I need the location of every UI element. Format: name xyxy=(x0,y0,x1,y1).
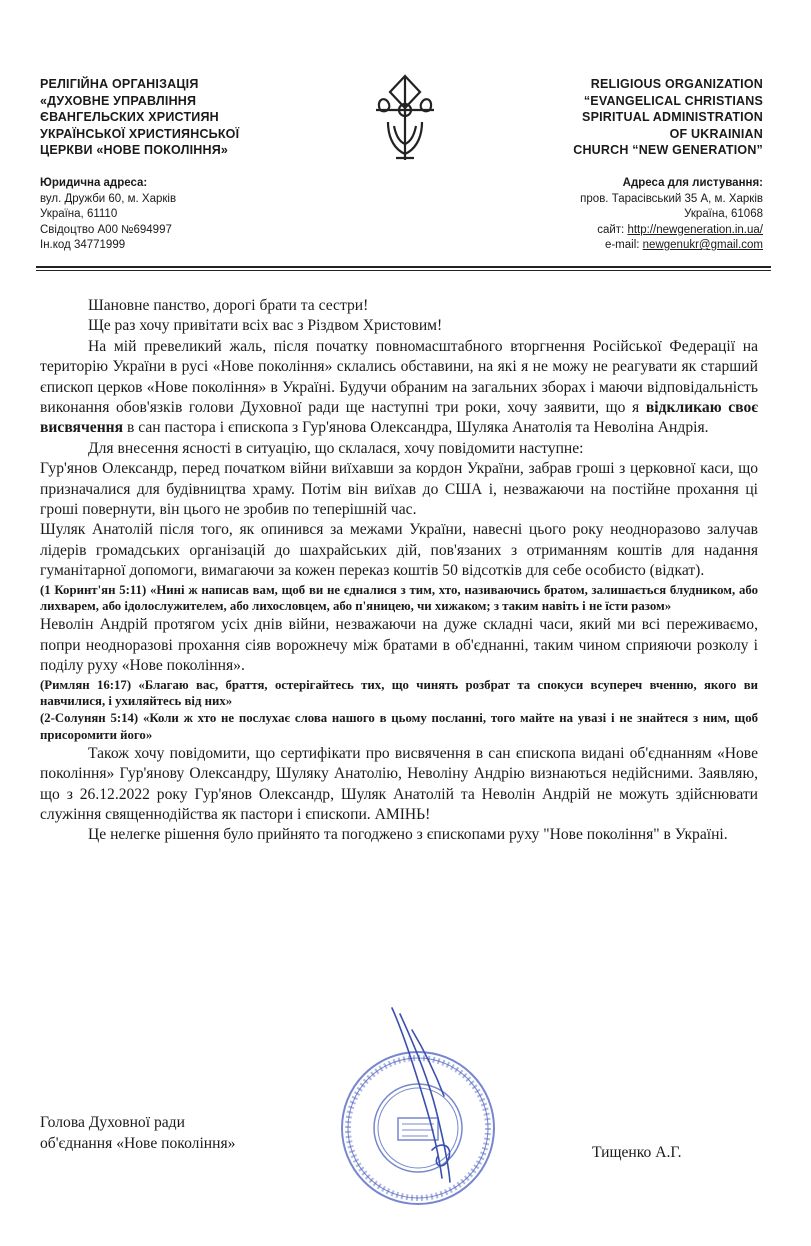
greeting: Ще раз хочу привітати всіх вас з Різдвом Христовим! xyxy=(88,317,443,335)
email-label: e-mail: xyxy=(604,239,643,251)
website-label: сайт: xyxy=(597,223,628,236)
signatory-title-line: Голова Духовної ради xyxy=(40,1114,185,1131)
paragraph-text: На мій превеликий жаль, після початку повномасштабного вторгнення Російської Федерації на територію України в русі «Нове покоління» склались обставини, на які я не можу не реагувати як старший єпископ церков «Нове покоління» в Україні. Будучи обраним на загальних зборах і маючи відповідальність виконання обов'язків голови Духовної ради ще наступні три роки, хочу заявити, що я xyxy=(40,337,758,417)
paragraph: Для внесення ясності в ситуацію, що склалася, хочу повідомити наступне: xyxy=(88,439,584,457)
address-line: вул. Дружби 60, м. Харків xyxy=(40,192,177,205)
letterhead-line: SPIRITUAL ADMINISTRATION xyxy=(582,110,763,124)
header-divider xyxy=(36,266,771,268)
address-line: Україна, 61068 xyxy=(684,208,763,220)
website-line xyxy=(443,223,763,239)
paragraph: Шуляк Анатолій після того, як опинився за межами України, навесні цього року неодноразово залучав лідерів громадських організацій до шахрайських дій, пов'язаних з отриманням коштів для надання гуманітарної допомоги, вимагаючи за кожен переказ коштів 50 відсотків для себе особисто (відкат). xyxy=(40,521,758,580)
letterhead-line: OF UKRAINIAN xyxy=(669,126,763,141)
address-line: Ін.код 34771999 xyxy=(40,239,126,251)
signatory-title-line: об'єднання «Нове покоління» xyxy=(40,1135,236,1152)
legal-address-block xyxy=(40,176,340,254)
paragraph-emphasis: відкликаю своє висвячення xyxy=(40,399,758,437)
paragraph xyxy=(40,337,758,439)
address-line: Свідоцтво А00 №694997 xyxy=(40,223,172,236)
address-line: пров. Тарасівський 35 А, м. Харків xyxy=(580,192,763,205)
letterhead-line: CHURCH “NEW GENERATION” xyxy=(573,143,763,157)
letterhead-line: РЕЛІГІЙНА ОРГАНІЗАЦІЯ xyxy=(40,77,199,91)
letterhead-ukrainian xyxy=(40,76,340,159)
church-emblem-icon xyxy=(366,70,444,166)
signatory-name: Тищенко А.Г. xyxy=(592,1144,682,1161)
paragraph: Неволін Андрій протягом усіх днів війни, незважаючи на дуже складні часи, який ми всі переживаємо, попри неодноразові прохання сіяв ворожнечу між братами в об'єднанні, таким чином сприяючи розколу і поділу руху «Нове покоління». xyxy=(40,616,758,675)
handwritten-signature-icon xyxy=(372,1000,482,1190)
letterhead-line: УКРАЇНСЬКОЇ ХРИСТИЯНСЬКОЇ xyxy=(40,126,240,141)
email-link[interactable]: newgenukr@gmail.com xyxy=(642,239,763,251)
letterhead-line: ЄВАНГЕЛЬСКИХ ХРИСТИЯН xyxy=(40,110,219,124)
mailing-address-heading: Адреса для листування: xyxy=(622,177,763,189)
header-divider-thin xyxy=(36,270,771,271)
letterhead-line: ЦЕРКВИ «НОВЕ ПОКОЛІННЯ» xyxy=(40,143,229,157)
website-link[interactable]: http://newgeneration.in.ua/ xyxy=(627,223,763,236)
letterhead-line: “EVANGELICAL CHRISTIANS xyxy=(583,93,763,108)
paragraph: Це нелегке рішення було прийнято та погоджено з єпископами руху "Нове покоління" в Україні. xyxy=(88,826,728,844)
letterhead-line: «ДУХОВНЕ УПРАВЛІННЯ xyxy=(40,93,197,108)
greeting: Шановне панство, дорогі брати та сестри! xyxy=(88,297,369,314)
paragraph: Гур'янов Олександр, перед початком війни виїхавши за кордон України, забрав гроші з церковної каси, що призначалися для будівництва храму. Потім він виїхав до США і, незважаючи на постійне прохання ці гроші повернути, він цього не зробив по теперішній час. xyxy=(40,460,758,519)
email-line xyxy=(443,238,763,254)
letterhead-line: RELIGIOUS ORGANIZATION xyxy=(590,77,763,91)
paragraph: Також хочу повідомити, що сертифікати про висвячення в сан єпископа видані об'єднанням «Нове покоління» Гур'янову Олександру, Шуляку Анатолію, Неволіну Андрію визнаються недійсними. Заявляю, що з 26.12.2022 року Гур'янов Олександр, Шуляк Анатолій та Неволін Андрій не можуть здійснювати служіння священнодійства як пастори і єпископи. АМІНЬ! xyxy=(40,744,758,823)
scripture-quote: (Римлян 16:17) «Благаю вас, браття, остерігайтесь тих, що чинять розбрат та спокуси всупереч вченню, якого ви навчилися, і ухиляйтесь від них» xyxy=(40,677,758,709)
mailing-address-block xyxy=(443,176,763,254)
paragraph-text: в сан пастора і єпископа з Гур'янова Олександра, Шуляка Анатолія та Неволіна Андрія. xyxy=(123,419,709,437)
signatory-title xyxy=(40,1112,340,1154)
letterhead-english xyxy=(463,76,763,159)
scripture-quote: (2-Солунян 5:14) «Коли ж хто не послухає слова нашого в цьому посланні, того майте на увазі і не знайтеся з ним, щоб присоромити його» xyxy=(40,711,758,742)
legal-address-heading: Юридична адреса: xyxy=(40,177,148,189)
letter-body xyxy=(40,296,758,846)
address-line: Україна, 61110 xyxy=(40,208,118,220)
scripture-quote: (1 Коринт'ян 5:11) «Нині ж написав вам, щоб ви не єдналися з тим, хто, називаючись братом, залишається блудником, або лихварем, або ідолослужителем, або лихословцем, або п'яницею, чи хижаком; з таким навіть і не їсти разом» xyxy=(40,582,758,614)
